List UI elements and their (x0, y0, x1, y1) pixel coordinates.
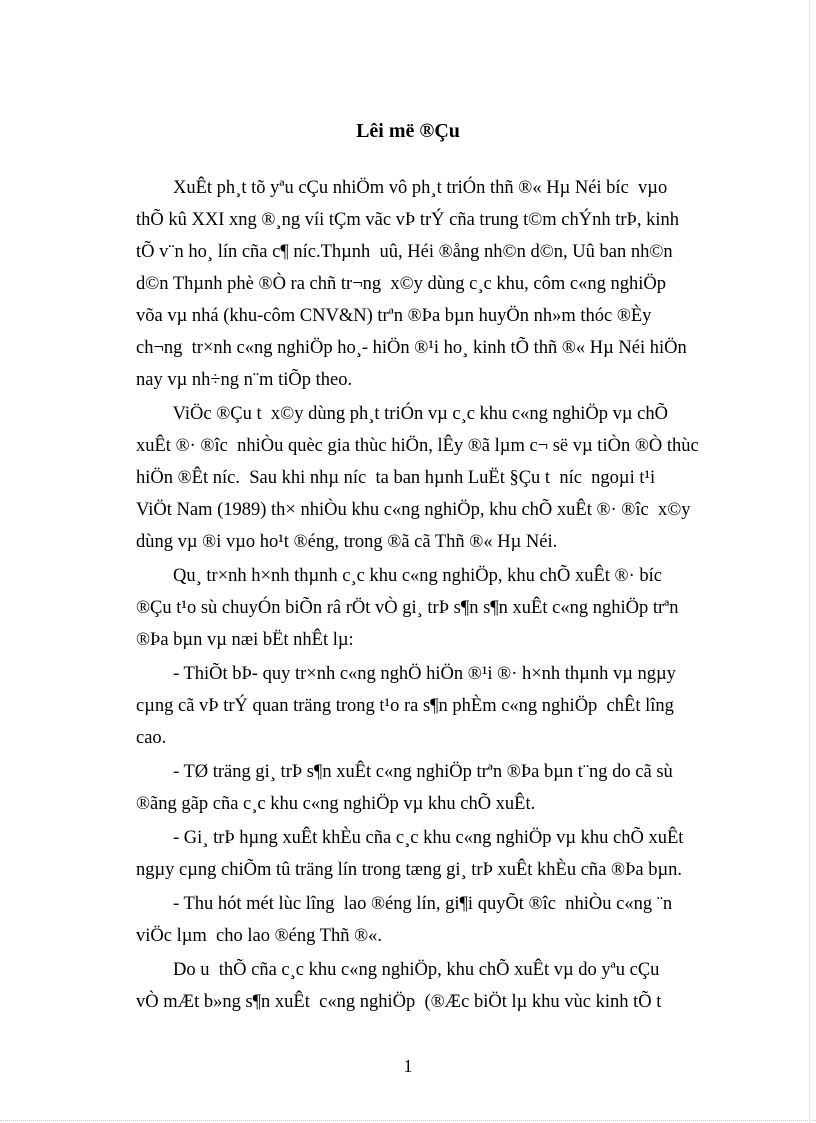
page-bottom-border (0, 1119, 816, 1121)
text-line: ViÖc ®Çu t x©y dùng ph¸t triÓn vµ c¸c khu c«ng nghiÖp vµ chÕ (136, 404, 669, 424)
paragraph (136, 560, 716, 656)
text-line: Do u thÕ cña c¸c khu c«ng nghiÖp, khu chÕ xuÊt vµ do yªu cÇu (136, 960, 660, 980)
text-line: xuÊt ®· ®îc nhiÒu quèc gia thùc hiÖn, lÊy ®ã lµm c¬ së vµ tiÒn ®Ò thùc (136, 436, 699, 456)
paragraph (136, 954, 716, 1018)
text-line: ®Çu t¹o sù chuyÓn biÕn râ rÖt vÒ gi¸ trÞ s¶n s¶n xuÊt c«ng nghiÖp trªn (136, 598, 679, 618)
text-line: ViÖt Nam (1989) th× nhiÒu khu c«ng nghiÖp, khu chÕ xuÊt ®· ®îc x©y (136, 500, 691, 520)
text-line: Qu¸ tr×nh h×nh thµnh c¸c khu c«ng nghiÖp, khu chÕ xuÊt ®· bíc (136, 566, 662, 586)
text-line: - Gi¸ trÞ hµng xuÊt khÈu cña c¸c khu c«ng nghiÖp vµ khu chÕ xuÊt (136, 828, 684, 848)
paragraph (136, 658, 716, 754)
paragraph (136, 398, 716, 558)
text-line: cµng cã vÞ trÝ quan träng trong t¹o ra s¶n phÈm c«ng nghiÖp chÊt lîng (136, 696, 674, 716)
text-line: thÕ kû XXI xng ®¸ng víi tÇm vãc vÞ trÝ cña trung t©m chÝnh trÞ, kinh (136, 210, 679, 230)
text-line: viÖc lµm cho lao ®éng Thñ ®«. (136, 926, 383, 946)
text-line: cao. (136, 728, 167, 748)
text-line: ch¬ng tr×nh c«ng nghiÖp ho¸- hiÖn ®¹i ho¸ kinh tÕ thñ ®« Hµ Néi hiÖn (136, 338, 687, 358)
text-line: dùng vµ ®i vµo ho¹t ®éng, trong ®ã cã Thñ ®« Hµ Néi. (136, 532, 558, 552)
text-line: ®ãng gãp cña c¸c khu c«ng nghiÖp vµ khu chÕ xuÊt. (136, 794, 536, 814)
text-line: XuÊt ph¸t tõ yªu cÇu nhiÖm vô ph¸t triÓn thñ ®« Hµ Néi bíc vµo (136, 178, 668, 198)
text-line: d©n Thµnh phè ®Ò ra chñ tr¬ng x©y dùng c¸c khu, côm c«ng nghiÖp (136, 274, 666, 294)
text-line: - ThiÕt bÞ- quy tr×nh c«ng nghÖ hiÖn ®¹i ®· h×nh thµnh vµ ngµy (136, 664, 676, 684)
page-number: 1 (403, 1056, 413, 1076)
text-line: ®Þa bµn vµ næi bËt nhÊt lµ: (136, 630, 354, 650)
paragraph (136, 822, 716, 886)
text-line: nay vµ nh÷ng n¨m tiÕp theo. (136, 370, 353, 390)
paragraph (136, 756, 716, 820)
paragraph (136, 172, 716, 396)
document-body (136, 172, 716, 1020)
text-line: hiÖn ®Êt níc. Sau khi nhµ níc ta ban hµnh LuËt §Çu t níc ngoµi t¹i (136, 468, 656, 488)
text-line: võa vµ nhá (khu-côm CNV&N) trªn ®Þa bµn huyÖn nh»m thóc ®Èy (136, 306, 652, 326)
text-line: - TØ träng gi¸ trÞ s¶n xuÊt c«ng nghiÖp trªn ®Þa bµn t¨ng do cã sù (136, 762, 673, 782)
paragraph (136, 888, 716, 952)
text-line: tÕ v¨n ho¸ lín cña c¶ níc.Thµnh uû, Héi ®ång nh©n d©n, Uû ban nh©n (136, 242, 673, 262)
text-line: ngµy cµng chiÕm tû träng lín trong tæng gi¸ trÞ xuÊt khÈu cña ®Þa bµn. (136, 860, 682, 880)
document-title: Lêi më ®Çu (356, 120, 460, 142)
page-right-border (808, 0, 810, 1123)
text-line: - Thu hót mét lùc lîng lao ®éng lín, gi¶i quyÕt ®îc nhiÒu c«ng ¨n (136, 894, 673, 914)
text-line: vÒ mÆt b»ng s¶n xuÊt c«ng nghiÖp (®Æc biÖt lµ khu vùc kinh tÕ t (136, 992, 662, 1012)
